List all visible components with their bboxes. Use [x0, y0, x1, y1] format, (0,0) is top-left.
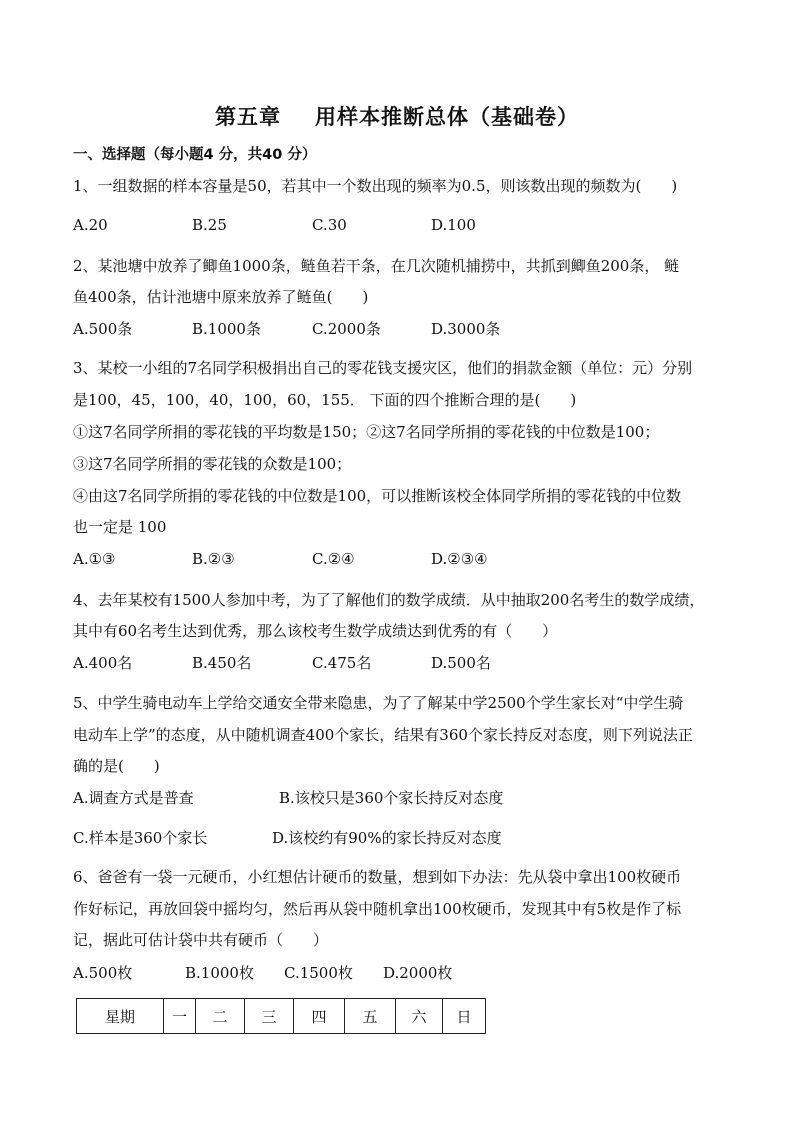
weekday-table	[76, 998, 486, 1034]
question-5-line-2: 电动车上学”的态度，从中随机调查400个家长，结果有360个家长持反对态度，则下列说法正	[73, 726, 693, 744]
option-b: B.1000枚	[185, 964, 254, 982]
question-3-line-1: 3、某校一小组的7名同学积极捐出自己的零花钱支援灾区，他们的捐款金额（单位：元）分别	[73, 359, 693, 377]
table-header-cell: 星期	[77, 999, 164, 1034]
question-2-line-1: 2、某池塘中放养了鲫鱼1000条，鲢鱼若干条，在几次随机捕捞中，共抓到鲫鱼200条， 鲢	[73, 257, 680, 275]
question-3-line-6: 也一定是 100	[73, 518, 167, 536]
option-d: D.该校约有90%的家长持反对态度	[272, 829, 502, 847]
question-6-line-1: 6、爸爸有一袋一元硬币，小红想估计硬币的数量，想到如下办法：先从袋中拿出100枚硬币	[73, 868, 682, 886]
question-2-line-2: 鱼400条，估计池塘中原来放养了鲢鱼( )	[73, 288, 369, 306]
option-c: C.2000条	[312, 320, 381, 338]
question-3-line-4: ③这7名同学所捐的零花钱的众数是100；	[73, 455, 352, 473]
question-3-line-3: ①这7名同学所捐的零花钱的平均数是150；②这7名同学所捐的零花钱的中位数是100；	[73, 423, 660, 441]
question-5-line-1: 5、中学生骑电动车上学给交通安全带来隐患，为了了解某中学2500个学生家长对“中学生骑	[73, 694, 684, 712]
question-6-line-3: 记，据此可估计袋中共有硬币（ ）	[73, 931, 329, 949]
option-a: A.①③	[73, 550, 116, 568]
option-d: D.500名	[431, 654, 491, 672]
option-a: A.500枚	[73, 964, 133, 982]
option-d: D.2000枚	[383, 964, 453, 982]
question-4-line-2: 其中有60名考生达到优秀，那么该校考生数学成绩达到优秀的有（ ）	[73, 622, 558, 640]
option-d: D.②③④	[431, 550, 488, 568]
option-a: A.20	[73, 216, 108, 234]
option-d: D.100	[431, 216, 476, 234]
option-c: C.475名	[312, 654, 372, 672]
option-b: B.450名	[192, 654, 252, 672]
option-c: C.1500枚	[284, 964, 353, 982]
option-c: C.样本是360个家长	[73, 829, 208, 847]
option-a: A.400名	[73, 654, 133, 672]
option-a: A.调查方式是普查	[73, 789, 194, 807]
section-heading: 一、选择题（每小题4 分，共40 分）	[73, 147, 317, 163]
table-cell: 一	[164, 999, 196, 1034]
option-b: B.该校只是360个家长持反对态度	[279, 789, 504, 807]
question-1-line-1: 1、一组数据的样本容量是50，若其中一个数出现的频率为0.5，则该数出现的频数为( )	[73, 177, 678, 195]
option-b: B.25	[192, 216, 227, 234]
table-cell: 五	[345, 999, 396, 1034]
option-b: B.②③	[192, 550, 235, 568]
option-c: C.30	[312, 216, 347, 234]
option-b: B.1000条	[192, 320, 261, 338]
page-title	[0, 101, 794, 131]
table-cell: 六	[396, 999, 443, 1034]
table-row	[77, 999, 486, 1034]
question-5-line-3: 确的是( )	[73, 757, 160, 775]
option-d: D.3000条	[431, 320, 501, 338]
question-3-line-5: ④由这7名同学所捐的零花钱的中位数是100，可以推断该校全体同学所捐的零花钱的中位数	[73, 487, 682, 505]
table-cell: 二	[196, 999, 245, 1034]
option-a: A.500条	[73, 320, 133, 338]
question-6-line-2: 作好标记，再放回袋中摇均匀，然后再从袋中随机拿出100枚硬币，发现其中有5枚是作了标	[73, 900, 682, 918]
table-cell: 三	[245, 999, 294, 1034]
option-c: C.②④	[312, 550, 355, 568]
table-cell: 四	[294, 999, 345, 1034]
chapter-name: 用样本推断总体（基础卷）	[315, 105, 579, 129]
question-4-line-1: 4、去年某校有1500人参加中考，为了了解他们的数学成绩．从中抽取200名考生的数学成绩，	[73, 591, 705, 609]
chapter-label: 第五章	[215, 105, 281, 129]
question-3-line-2: 是100，45，100，40，100，60，155． 下面的四个推断合理的是( )	[73, 391, 577, 409]
table-cell: 日	[443, 999, 486, 1034]
